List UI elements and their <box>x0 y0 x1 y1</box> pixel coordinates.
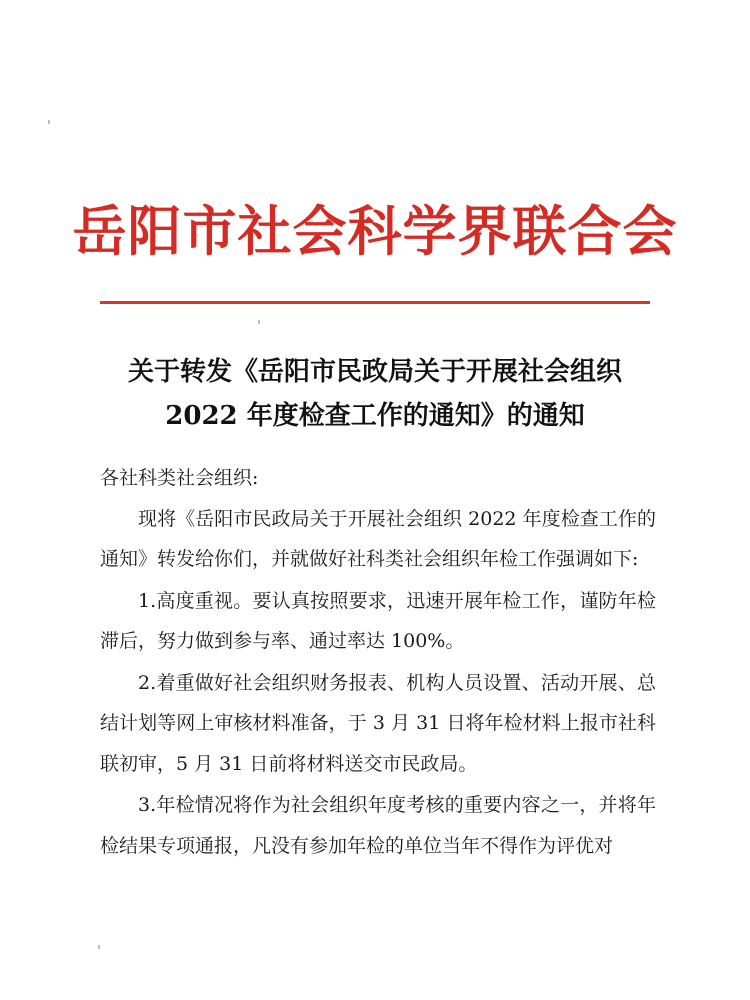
paragraph-item-1: 1.高度重视。要认真按照要求，迅速开展年检工作，谨防年检滞后，努力做到参与率、通过率达 100%。 <box>100 589 656 652</box>
document-title <box>60 350 690 438</box>
title-line-2: 2022 年度检查工作的通知》的通知 <box>165 401 585 431</box>
document-body <box>100 458 656 866</box>
salutation: 各社科类社会组织: <box>100 467 259 489</box>
paragraph-intro: 现将《岳阳市民政局关于开展社会组织 2022 年度检查工作的通知》转发给你们，并就做好社科类社会组织年检工作强调如下: <box>100 507 656 570</box>
paragraph-item-3: 3.年检情况将作为社会组织年度考核的重要内容之一，并将年检结果专项通报，凡没有参加年检的单位当年不得作为评优对 <box>100 794 656 857</box>
org-header: 岳阳市社会科学界联合会 <box>72 199 678 263</box>
red-divider-rule <box>100 301 650 304</box>
scan-speck <box>98 945 100 949</box>
paragraph-item-2: 2.着重做好社会组织财务报表、机构人员设置、活动开展、总结计划等网上审核材料准备，于 3 月 31 日将年检材料上报市社科联初审，5 月 31 日前将材料送交市民政局。 <box>100 671 656 775</box>
title-line-1: 关于转发《岳阳市民政局关于开展社会组织 <box>127 357 622 387</box>
scan-speck <box>48 120 50 124</box>
scan-speck <box>258 320 260 324</box>
